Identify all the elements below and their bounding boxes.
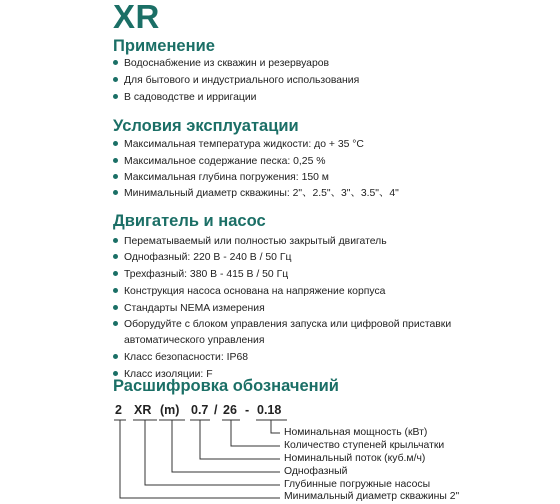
code-part-power: 0.18: [257, 403, 282, 417]
list-item: Максимальная глубина погружения: 150 м: [113, 171, 329, 185]
legend-diameter: Минимальный диаметр скважины 2": [284, 491, 460, 502]
list-item: Класс изоляции: F: [113, 368, 213, 382]
code-part-flow: 0.7: [191, 403, 209, 417]
list-item: Водоснабжение из скважин и резервуаров: [113, 57, 329, 71]
legend-phase: Однофазный: [284, 466, 348, 477]
list-item: Стандарты NEMA измерения: [113, 302, 265, 316]
legend-series: Глубинные погружные насосы: [284, 479, 431, 490]
code-part-series: XR: [134, 403, 152, 417]
legend-stages: Количество ступеней крыльчатки: [284, 440, 445, 451]
list-item: Перематываемый или полностью закрытый двигатель: [113, 235, 387, 249]
list-item: В садоводстве и ирригации: [113, 91, 256, 105]
list-item: Максимальная температура жидкости: до + 35 °C: [113, 138, 364, 152]
list-item-continuation: автоматического управления: [124, 335, 265, 346]
list-item: Однофазный: 220 В - 240 В / 50 Гц: [113, 251, 291, 265]
legend-power: Номинальная мощность (кВт): [284, 427, 428, 438]
list-item: Максимальное содержание песка: 0,25 %: [113, 155, 326, 169]
list-item: Трехфазный: 380 В - 415 В / 50 Гц: [113, 268, 288, 282]
product-title: XR: [113, 0, 160, 35]
code-part-phase: (m): [160, 403, 180, 417]
list-item: Класс безопасности: IP68: [113, 351, 248, 365]
list-item: Конструкция насоса основана на напряжение корпуса: [113, 285, 385, 299]
list-item: Для бытового и индустриального использования: [113, 74, 359, 88]
list-item: Минимальный диаметр скважины: 2"、2.5"、3"、3.5"、4": [113, 187, 399, 201]
section-heading-designation: Расшифровка обозначений: [113, 377, 339, 395]
list-item: Оборудуйте с блоком управления запуска или цифровой приставки: [113, 318, 451, 332]
code-part-diameter: 2: [115, 403, 122, 417]
code-part-stages: 26: [223, 403, 237, 417]
code-separator-slash: /: [214, 403, 218, 417]
code-separator-dash: -: [245, 403, 250, 417]
section-heading-operating-conditions: Условия эксплуатации: [113, 117, 299, 135]
section-heading-application: Применение: [113, 37, 215, 55]
legend-flow: Номинальный поток (куб.м/ч): [284, 453, 426, 464]
section-heading-motor-pump: Двигатель и насос: [113, 212, 266, 230]
